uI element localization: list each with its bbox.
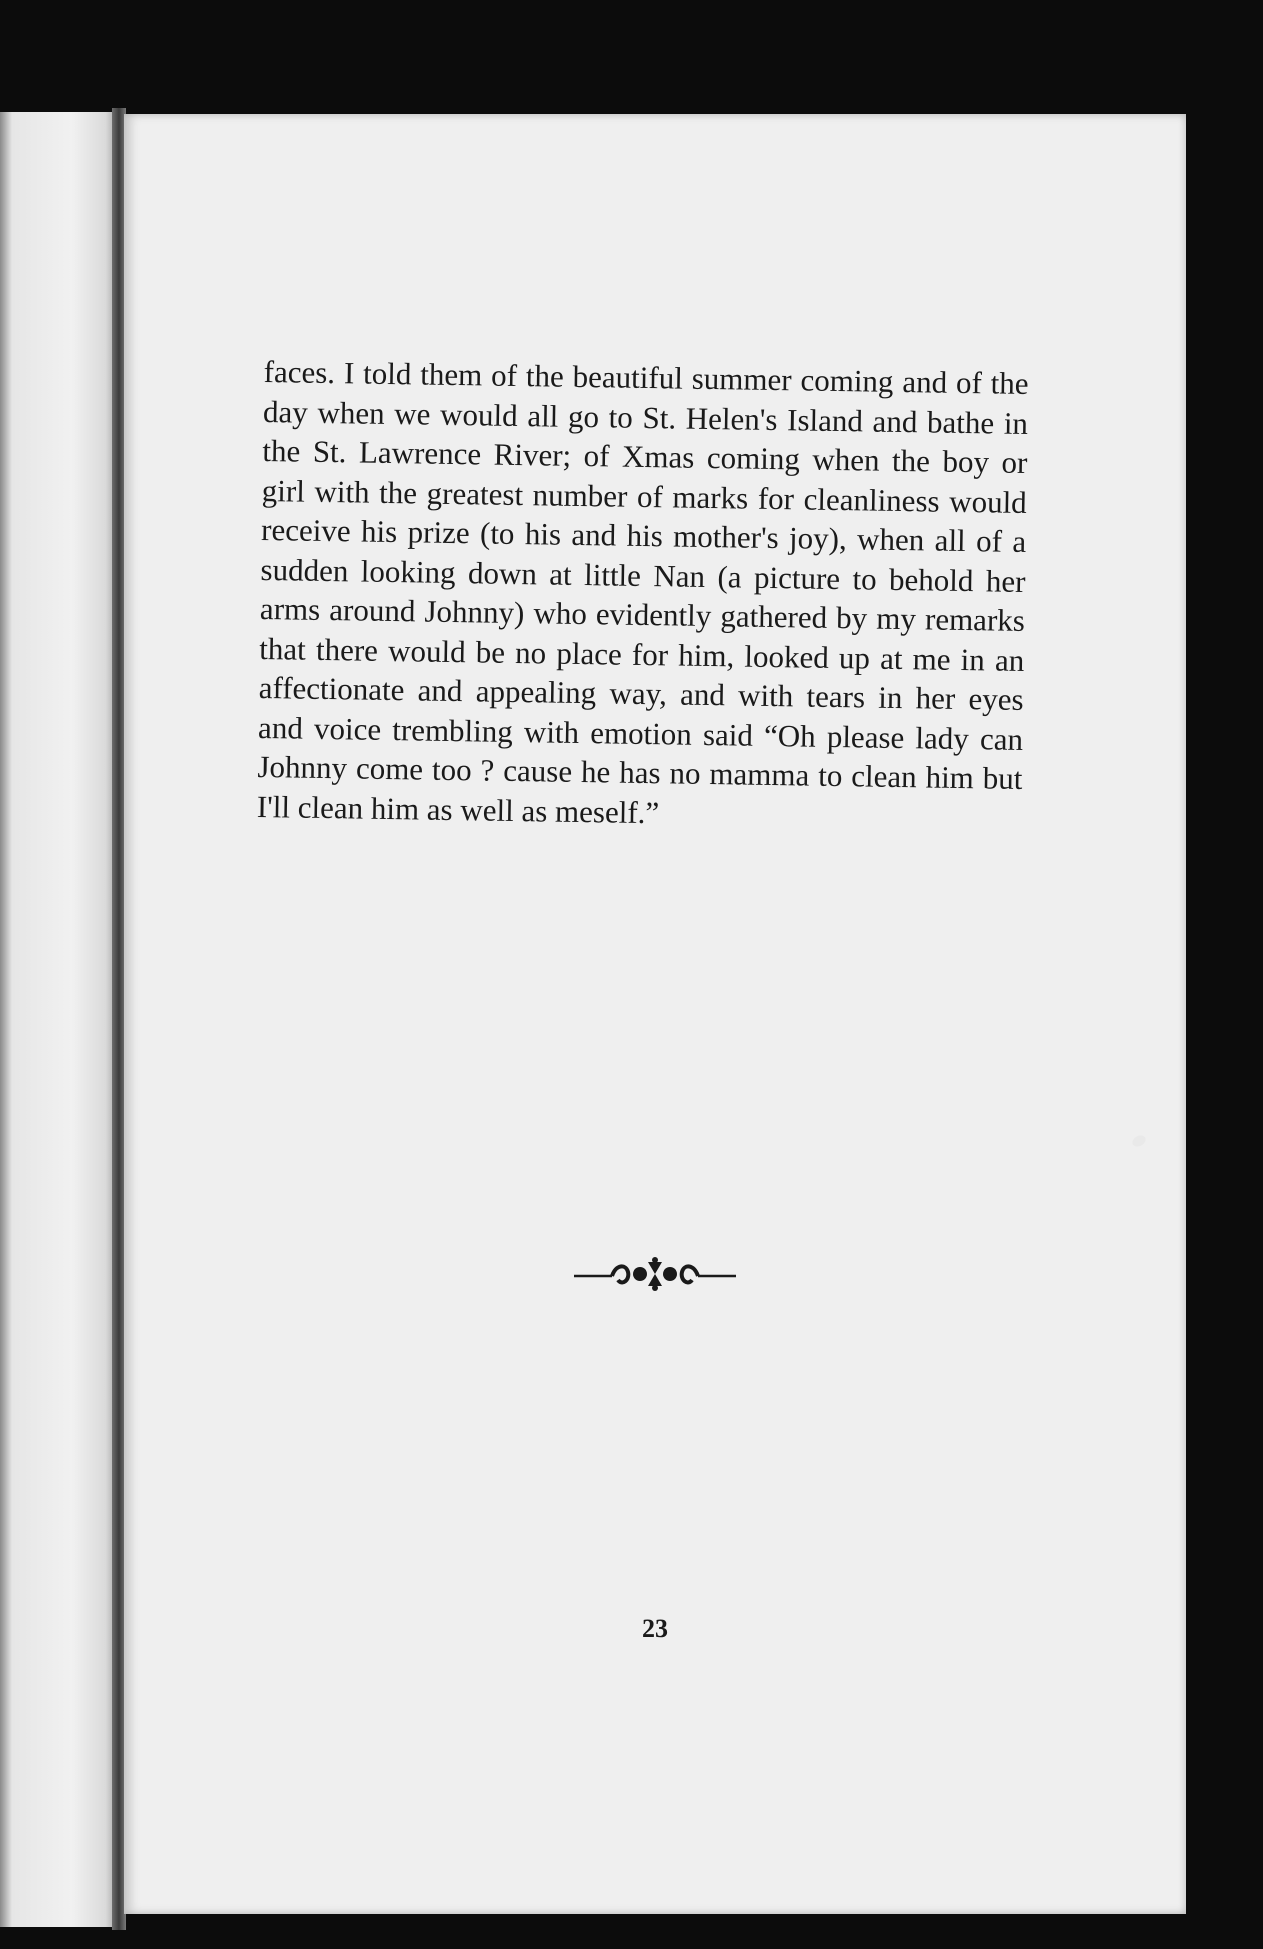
book-page [124, 114, 1186, 1914]
page-number: 23 [642, 1614, 668, 1643]
fleuron-ornament [124, 1254, 1186, 1299]
facing-page-edge [0, 112, 120, 1927]
body-paragraph: faces. I told them of the beautiful summer coming and of the day when we would all go to St. Helen's Island and bathe in the St. Lawrence River; of Xmas coming when the boy or girl with the greatest number of marks for cleanliness would receive his prize (to his and his mother's joy), when all of a sudden looking down at little Nan (a picture to behold her arms around Johnny) who evidently gathered by my remarks that there would be no place for him, looked up at me in an affectionate and appealing way, and with tears in her eyes and voice trembling with emotion said “Oh please lady can Johnny come too ? cause he has no mamma to clean him but I'll clean him as well as meself.” [256, 353, 1029, 830]
page-speck [1130, 1133, 1147, 1149]
fleuron-icon [570, 1254, 740, 1294]
